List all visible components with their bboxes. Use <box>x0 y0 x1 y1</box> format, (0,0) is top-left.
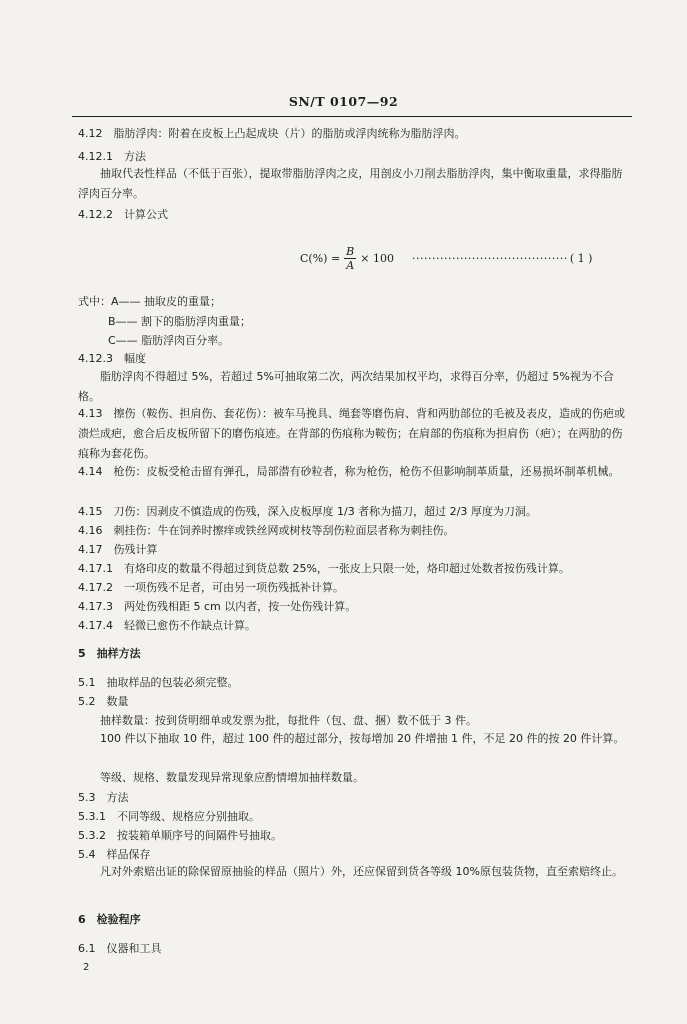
clause-5-3-1: 5.3.1 不同等级、规格应分别抽取。 <box>78 810 260 823</box>
clause-4-14: 4.14 枪伤：皮板受枪击留有弹孔，局部潜有砂粒者，称为枪伤，枪伤不但影响制革质量，还易损坏制革机械。 <box>78 465 620 478</box>
para-5-2-anomaly: 等级、规格、数量发现异常现象应酌情增加抽样数量。 <box>100 771 364 784</box>
clause-4-12-1: 4.12.1 方法 <box>78 150 146 163</box>
formula-fraction <box>344 246 356 271</box>
clause-5-1: 5.1 抽取样品的包装必须完整。 <box>78 676 239 689</box>
document-header: SN/T 0107—92 <box>288 94 399 109</box>
formula-denominator: A <box>346 259 355 272</box>
formula-numerator: B <box>346 245 355 258</box>
para-5-4: 凡对外索赔出证的除保留原抽验的样品（照片）外，还应保留到货各等级 10%原包装货物，直至索赔终止。 <box>100 865 623 878</box>
clause-4-17-4: 4.17.4 轻微已愈伤不作缺点计算。 <box>78 619 256 632</box>
clause-5-3: 5.3 方法 <box>78 791 129 804</box>
where-c: C—— 脂肪浮肉百分率。 <box>108 334 230 347</box>
clause-4-17-1: 4.17.1 有烙印皮的数量不得超过到货总数 25%，一张皮上只限一处，烙印超过处数者按伤残计算。 <box>78 562 570 575</box>
clause-4-16: 4.16 刺挂伤：牛在饲养时擦痒或铁丝网或树枝等刮伤粒面层者称为刺挂伤。 <box>78 524 455 537</box>
clause-4-12: 4.12 脂肪浮肉：附着在皮板上凸起成块（片）的脂肪或浮肉统称为脂肪浮肉。 <box>78 127 466 140</box>
para-4-12-3: 脂肪浮肉不得超过 5%，若超过 5%可抽取第二次，两次结果加权平均，求得百分率，仍超过 5%视为不合格。 <box>78 370 614 403</box>
clause-5-3-2: 5.3.2 按装箱单顺序号的间隔件号抽取。 <box>78 829 282 842</box>
clause-4-17-2: 4.17.2 一项伤残不足者，可由另一项伤残抵补计算。 <box>78 581 344 594</box>
where-a: 式中：A—— 抽取皮的重量； <box>78 295 222 308</box>
equation-number: ( 1 ) <box>569 252 593 265</box>
clause-4-17-3: 4.17.3 两处伤残相距 5 cm 以内者，按一处伤残计算。 <box>78 600 357 613</box>
formula-leader-dots: ······································· <box>411 252 568 265</box>
para-5-2-quantity: 抽样数量：按到货明细单或发票为批，每批件（包、盘、捆）数不低于 3 件。 <box>100 714 477 727</box>
clause-4-17: 4.17 伤残计算 <box>78 543 158 556</box>
clause-4-12-2: 4.12.2 计算公式 <box>78 208 168 221</box>
clause-4-13: 4.13 擦伤（鞍伤、担肩伤、套花伤）：被车马挽具、绳套等磨伤肩、背和两肋部位的毛被及表皮，造成的伤疤或溃烂成疤，愈合后皮板所留下的磨伤痕迹。在背部的伤痕称为鞍伤；在肩部的伤痕称为担肩伤（疤）；在两肋的伤痕称为套花伤。 <box>78 407 625 460</box>
para-5-2-rule: 100 件以下抽取 10 件，超过 100 件的超过部分，按每增加 20 件增抽 1 件，不足 20 件的按 20 件计算。 <box>100 732 625 745</box>
formula-lhs: C(%) = <box>300 252 341 265</box>
clause-5-4: 5.4 样品保存 <box>78 848 151 861</box>
page-number: 2 <box>83 962 90 973</box>
header-rule <box>72 116 632 117</box>
section-6-heading: 6 检验程序 <box>78 913 141 926</box>
clause-4-12-3: 4.12.3 幅度 <box>78 352 146 365</box>
clause-5-2: 5.2 数量 <box>78 695 129 708</box>
clause-6-1: 6.1 仪器和工具 <box>78 942 162 955</box>
para-4-12-1: 抽取代表性样品（不低于百张），提取带脂肪浮肉之皮，用剖皮小刀削去脂肪浮肉，集中衡取重量，求得脂肪浮肉百分率。 <box>78 167 623 200</box>
formula-1 <box>300 246 592 271</box>
where-b: B—— 割下的脂肪浮肉重量； <box>108 315 252 328</box>
section-5-heading: 5 抽样方法 <box>78 647 141 660</box>
clause-4-15: 4.15 刀伤：因剥皮不慎造成的伤残，深入皮板厚度 1/3 者称为描刀，超过 2/3 厚度为刀洞。 <box>78 505 537 518</box>
formula-rhs: × 100 <box>360 252 394 265</box>
